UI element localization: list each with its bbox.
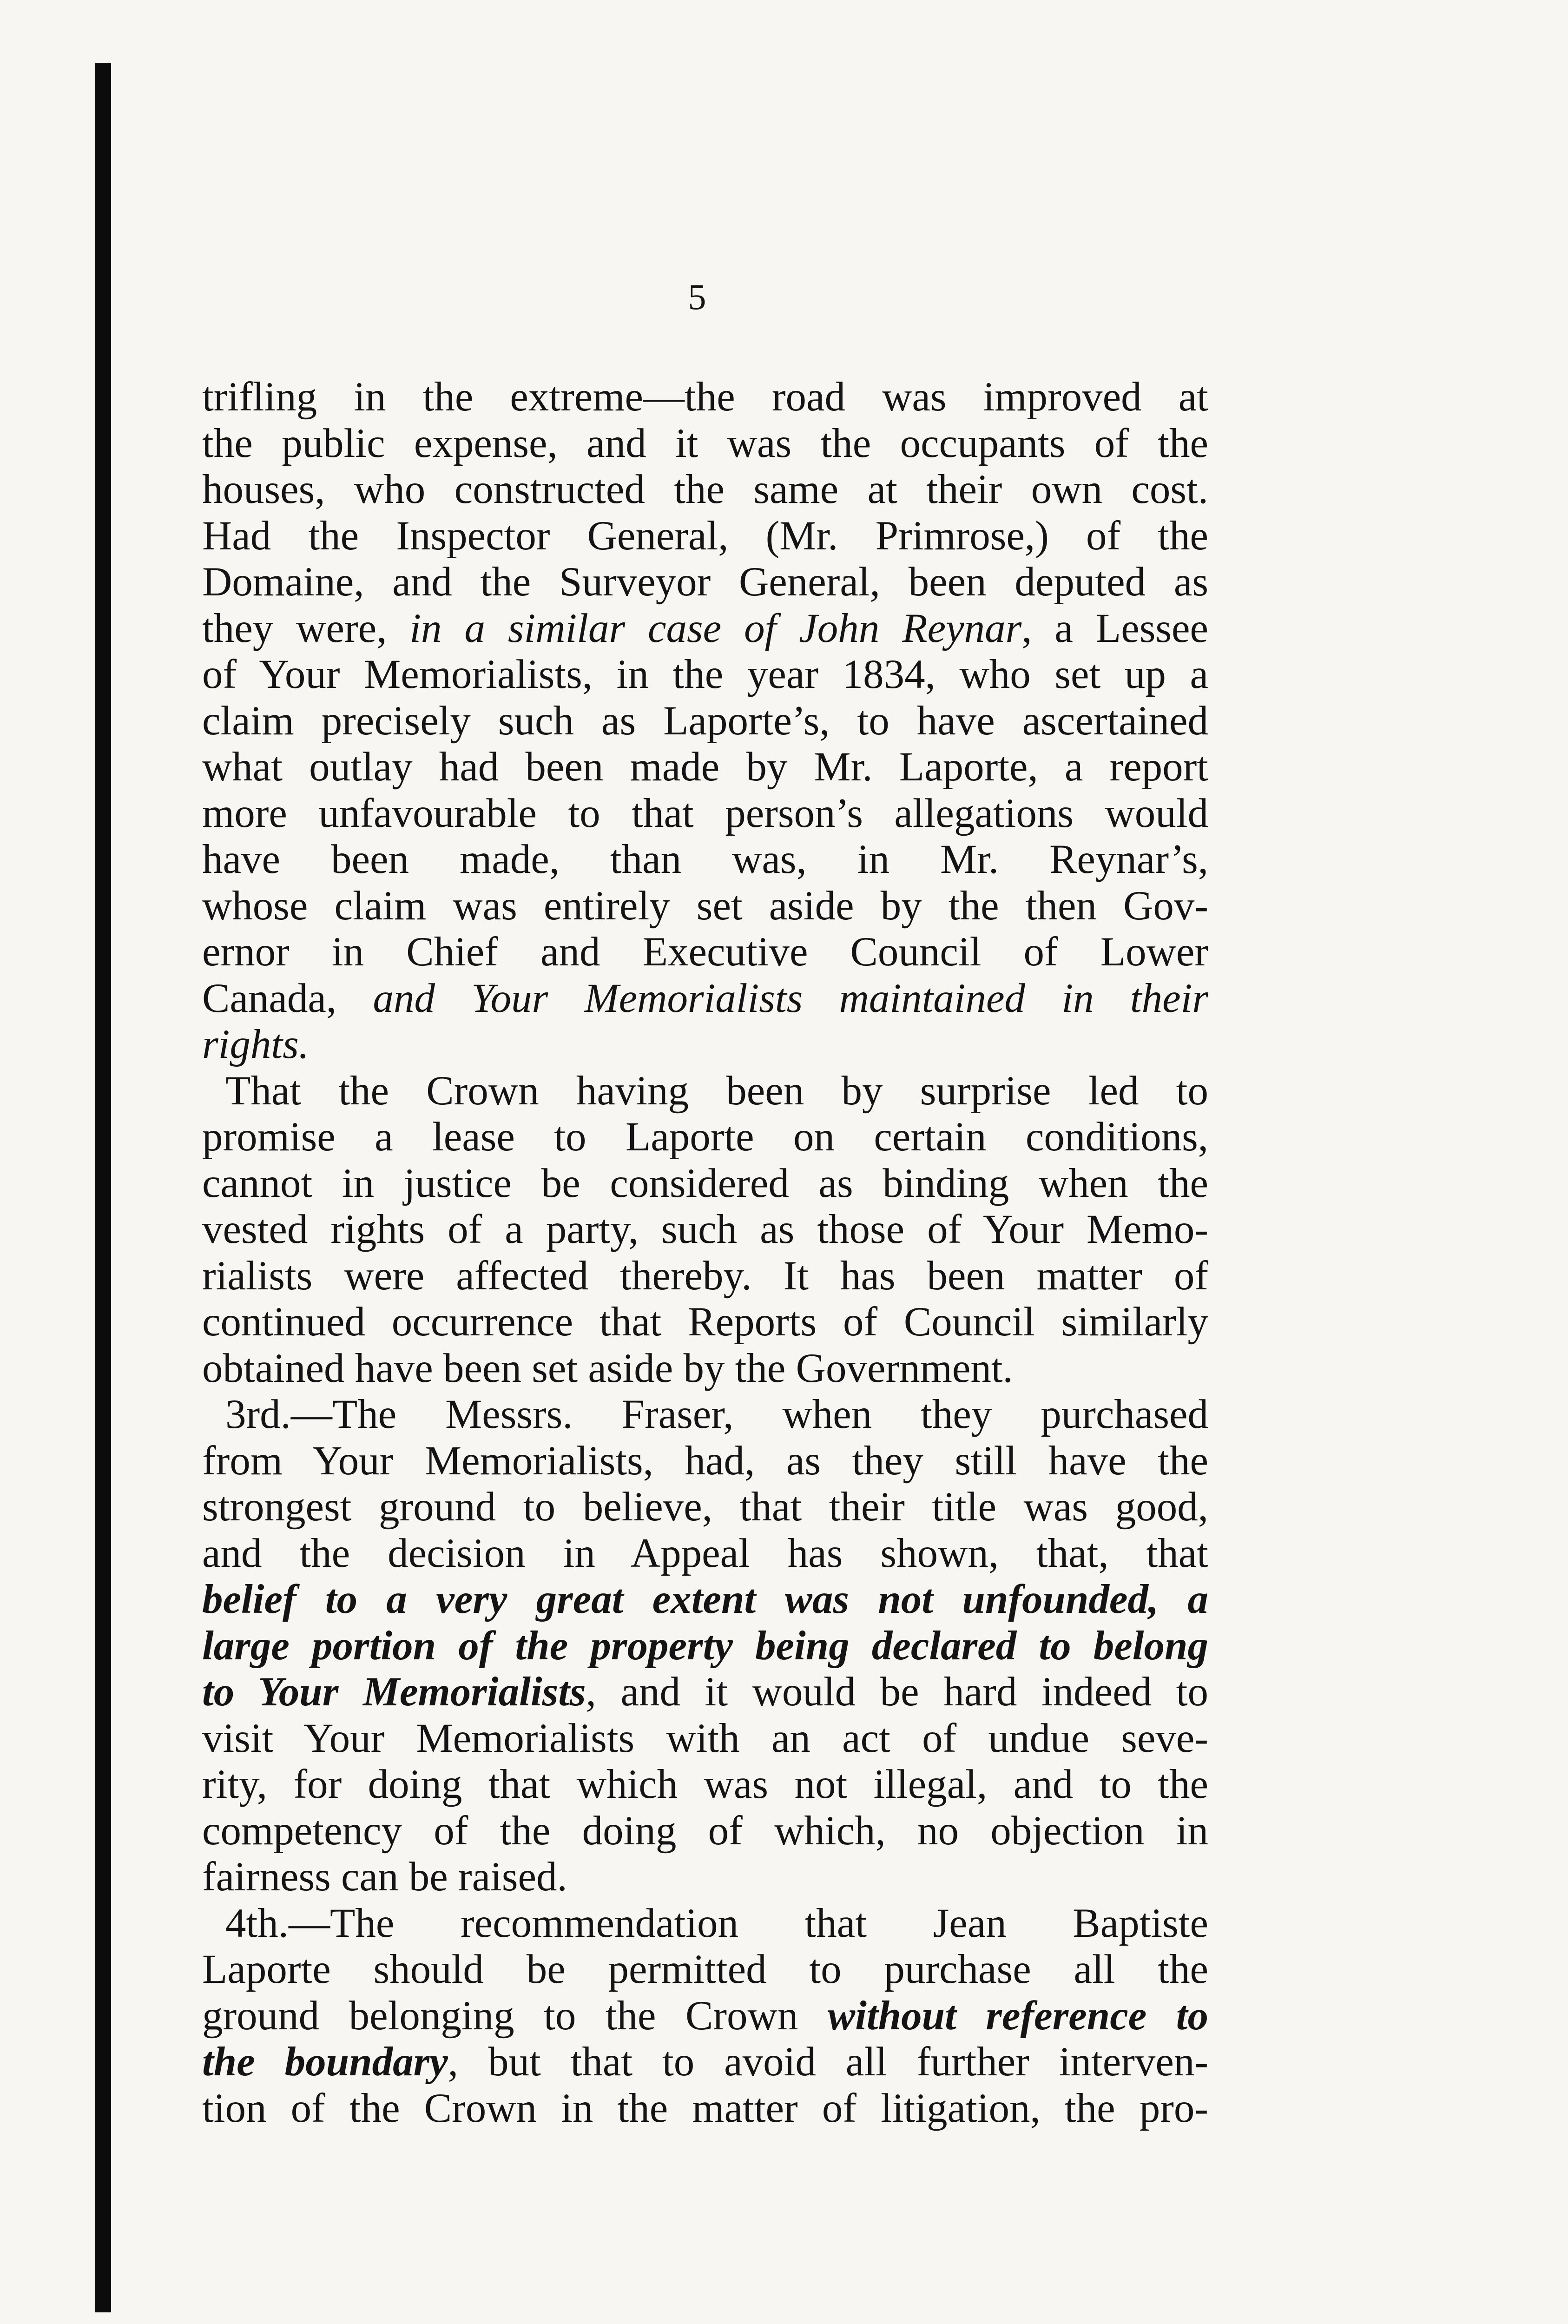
text-segment: Had the Inspector General, (Mr. Primrose,) of the <box>202 513 1208 559</box>
text-segment: whose claim was entirely set aside by the then Gov- <box>202 883 1208 929</box>
text-line <box>202 559 1208 606</box>
text-line <box>202 1346 1208 1392</box>
text-segment: of Your Memorialists, in the year 1834, who set up a <box>202 652 1208 697</box>
text-segment: continued occurrence that Reports of Council similarly <box>202 1299 1208 1345</box>
text-segment: cannot in justice be considered as binding when the <box>202 1160 1208 1206</box>
text-segment: they were, <box>202 605 410 651</box>
text-segment: what outlay had been made by Mr. Laporte, a report <box>202 744 1208 790</box>
text-segment: and Your Memorialists maintained in their <box>373 975 1208 1021</box>
text-segment: the public expense, and it was the occupants of the <box>202 420 1208 466</box>
text-segment: , a Lessee <box>1021 605 1208 651</box>
page-text <box>202 374 1208 2132</box>
text-segment: Laporte should be permitted to purchase all the <box>202 1947 1208 1992</box>
text-line <box>202 606 1208 652</box>
text-segment: 3rd.—The Messrs. Fraser, when they purchased <box>225 1392 1208 1437</box>
text-line <box>202 1947 1208 1993</box>
text-segment: vested rights of a party, such as those of Your Memo- <box>202 1207 1208 1252</box>
text-segment: rialists were affected thereby. It has been matter of <box>202 1253 1208 1299</box>
text-line <box>202 1901 1208 1947</box>
text-line <box>202 929 1208 976</box>
text-segment: competency of the doing of which, no objection in <box>202 1808 1208 1854</box>
text-segment: rity, for doing that which was not illegal, and to the <box>202 1762 1208 1807</box>
text-line <box>202 1068 1208 1115</box>
text-line <box>202 1808 1208 1855</box>
text-line <box>202 1299 1208 1346</box>
text-line <box>202 374 1208 421</box>
text-segment: visit Your Memorialists with an act of undue seve- <box>202 1715 1208 1761</box>
text-line <box>202 1716 1208 1762</box>
text-line <box>202 744 1208 791</box>
text-line <box>202 698 1208 745</box>
text-segment: without reference to <box>827 1993 1208 2039</box>
text-segment: and the decision in Appeal has shown, that, that <box>202 1530 1208 1576</box>
text-segment: from Your Memorialists, had, as they still have the <box>202 1438 1208 1484</box>
text-segment: large portion of the property being declared to belong <box>202 1623 1208 1669</box>
text-line <box>202 467 1208 513</box>
text-segment: , but that to avoid all further interven- <box>448 2039 1208 2085</box>
text-segment: to Your Memorialists <box>202 1669 586 1715</box>
text-line <box>202 1577 1208 1623</box>
text-line <box>202 1669 1208 1716</box>
text-line <box>202 1993 1208 2040</box>
text-line <box>202 1438 1208 1485</box>
text-line <box>202 1022 1208 1068</box>
page-number: 5 <box>688 277 706 317</box>
text-line <box>202 1531 1208 1577</box>
text-segment: tion of the Crown in the matter of litigation, the pro- <box>202 2085 1208 2131</box>
text-line <box>202 1207 1208 1253</box>
text-line <box>202 1114 1208 1161</box>
text-segment: the boundary <box>202 2039 448 2085</box>
text-line <box>202 1623 1208 1670</box>
text-segment: houses, who constructed the same at their own cost. <box>202 467 1208 512</box>
text-segment: trifling in the extreme—the road was improved at <box>202 374 1208 420</box>
text-line <box>202 2039 1208 2086</box>
text-line <box>202 1484 1208 1531</box>
text-line <box>202 1392 1208 1438</box>
text-segment: belief to a very great extent was not unfounded, a <box>202 1577 1208 1622</box>
text-line <box>202 837 1208 883</box>
text-segment: Canada, <box>202 975 373 1021</box>
text-segment: fairness can be raised. <box>202 1854 567 1900</box>
text-segment: more unfavourable to that person’s allegations would <box>202 790 1208 836</box>
text-line <box>202 421 1208 467</box>
text-line <box>202 513 1208 560</box>
text-line <box>202 1253 1208 1300</box>
text-line <box>202 2086 1208 2132</box>
text-segment: That the Crown having been by surprise led to <box>225 1068 1208 1114</box>
text-segment: obtained have been set aside by the Government. <box>202 1345 1013 1391</box>
text-segment: Domaine, and the Surveyor General, been deputed as <box>202 559 1208 605</box>
text-line <box>202 1762 1208 1808</box>
text-segment: , and it would be hard indeed to <box>586 1669 1208 1715</box>
text-line <box>202 976 1208 1022</box>
text-line <box>202 1161 1208 1207</box>
text-segment: in a similar case of John Reynar <box>409 605 1022 651</box>
text-line <box>202 652 1208 698</box>
text-line <box>202 883 1208 930</box>
text-segment: ground belonging to the Crown <box>202 1993 828 2039</box>
text-line <box>202 791 1208 837</box>
text-segment: ernor in Chief and Executive Council of Lower <box>202 929 1208 975</box>
binding-edge <box>95 63 111 2312</box>
text-line <box>202 1854 1208 1901</box>
text-segment: have been made, than was, in Mr. Reynar’s, <box>202 837 1208 882</box>
text-segment: claim precisely such as Laporte’s, to have ascertained <box>202 698 1208 744</box>
text-segment: rights. <box>202 1022 309 1067</box>
text-segment: strongest ground to believe, that their title was good, <box>202 1484 1208 1530</box>
text-segment: 4th.—The recommendation that Jean Baptiste <box>225 1900 1208 1946</box>
text-segment: promise a lease to Laporte on certain conditions, <box>202 1114 1208 1160</box>
